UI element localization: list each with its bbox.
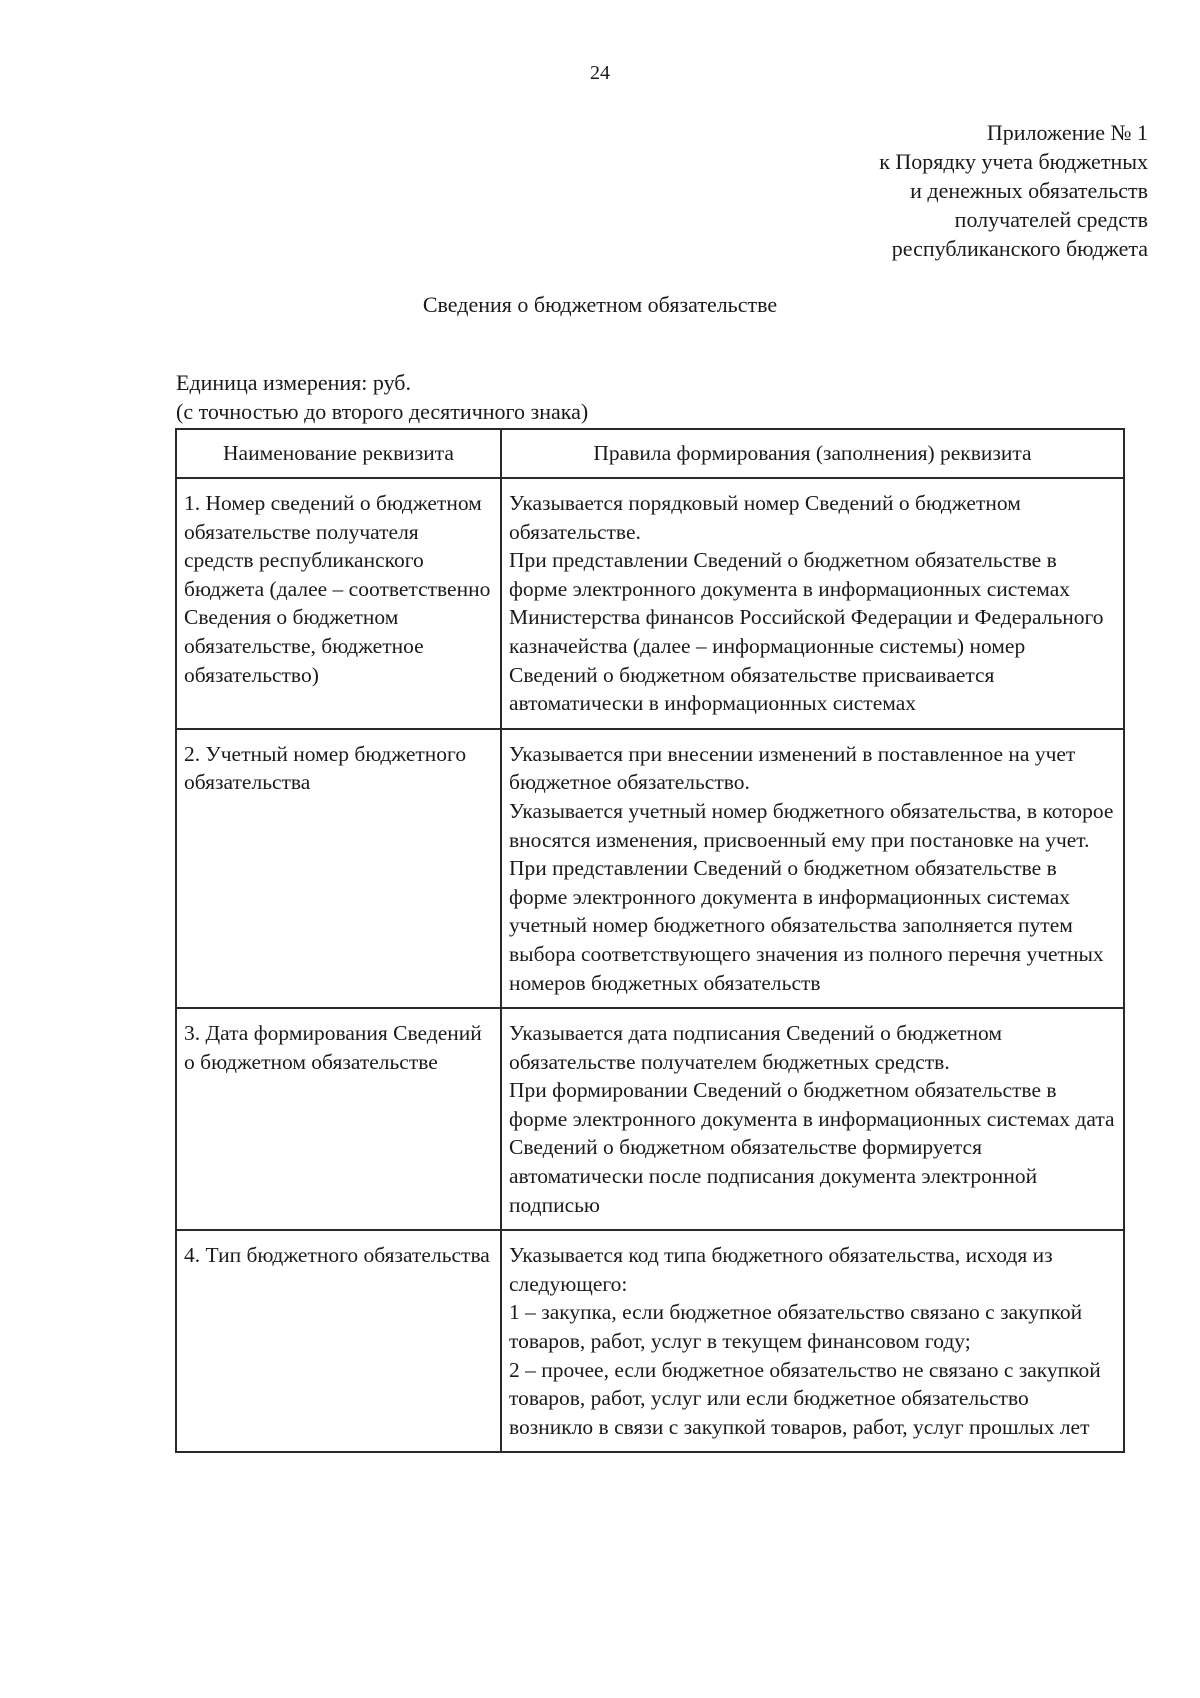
rule-paragraph: Указывается при внесении изменений в поставленное на учет бюджетное обязательство. [509,741,1076,795]
units-line: Единица измерения: руб. [176,370,411,395]
appendix-line: Приложение № 1 [986,120,1148,145]
requisite-rules [501,729,1124,1008]
rule-paragraph: 2 – прочее, если бюджетное обязательство не связано с закупкой товаров, работ, услуг или если бюджетное обязательство возникло в связи с закупкой товаров, работ, услуг прошлых лет [509,1357,1101,1439]
units-note [176,368,588,426]
table-header-row [176,429,1124,478]
requisite-rules [501,478,1124,729]
requisite-rules [501,1008,1124,1230]
rule-paragraph: 1 – закупка, если бюджетное обязательство связано с закупкой товаров, работ, услуг в текущем финансовом году; [509,1300,1083,1354]
appendix-line: и денежных обязательств [910,178,1148,203]
appendix-line: республиканского бюджета [891,236,1148,261]
rule-paragraph: Указывается дата подписания Сведений о бюджетном обязательстве получателем бюджетных средств. [509,1021,1002,1074]
page-number: 24 [590,62,610,84]
requisite-name: 3. Дата формирования Сведений о бюджетном обязательстве [176,1008,501,1230]
table-row [176,729,1124,1008]
rule-paragraph: Указывается учетный номер бюджетного обязательства, в которое вносятся изменения, присвоенный ему при постановке на учет. [509,798,1114,852]
table-row [176,1008,1124,1230]
requisite-name: 1. Номер сведений о бюджетном обязательстве получателя средств республиканского бюджета (далее – соответственно Сведения о бюджетном обязательстве, бюджетное обязательство) [176,478,501,729]
table-row [176,1230,1124,1452]
rule-paragraph: Указывается код типа бюджетного обязательства, исходя из следующего: [509,1243,1053,1296]
rule-paragraph: При формировании Сведений о бюджетном обязательстве в форме электронного документа в информационных системах дата Сведений о бюджетном обязательстве формируется автоматически после подписания документа электронной подписью [509,1078,1115,1217]
rule-paragraph: Указывается порядковый номер Сведений о бюджетном обязательстве. [509,491,1021,544]
appendix-line: получателей средств [954,207,1148,232]
requisite-name: 2. Учетный номер бюджетного обязательства [176,729,501,1008]
header-filling-rules: Правила формирования (заполнения) реквизита [501,429,1124,478]
appendix-header [879,118,1148,263]
rule-paragraph: При представлении Сведений о бюджетном обязательстве в форме электронного документа в информационных системах учетный номер бюджетного обязательства заполняется путем выбора соответствующего значения из полного перечня учетных номеров бюджетных обязательств [509,856,1104,995]
units-precision-line: (с точностью до второго десятичного знака) [176,399,589,424]
requisite-name: 4. Тип бюджетного обязательства [176,1230,501,1452]
appendix-line: к Порядку учета бюджетных [879,149,1148,174]
header-requisite-name: Наименование реквизита [176,429,501,478]
document-title: Сведения о бюджетном обязательстве [422,292,778,317]
table-row [176,478,1124,729]
requisite-rules [501,1230,1124,1452]
rule-paragraph: При представлении Сведений о бюджетном обязательстве в форме электронного документа в информационных системах Министерства финансов Российской Федерации и Федерального казначейства (далее – информационные системы) номер Сведений о бюджетном обязательстве присваивается автоматически в информационных системах [509,548,1104,716]
requisites-table [175,428,1125,1453]
